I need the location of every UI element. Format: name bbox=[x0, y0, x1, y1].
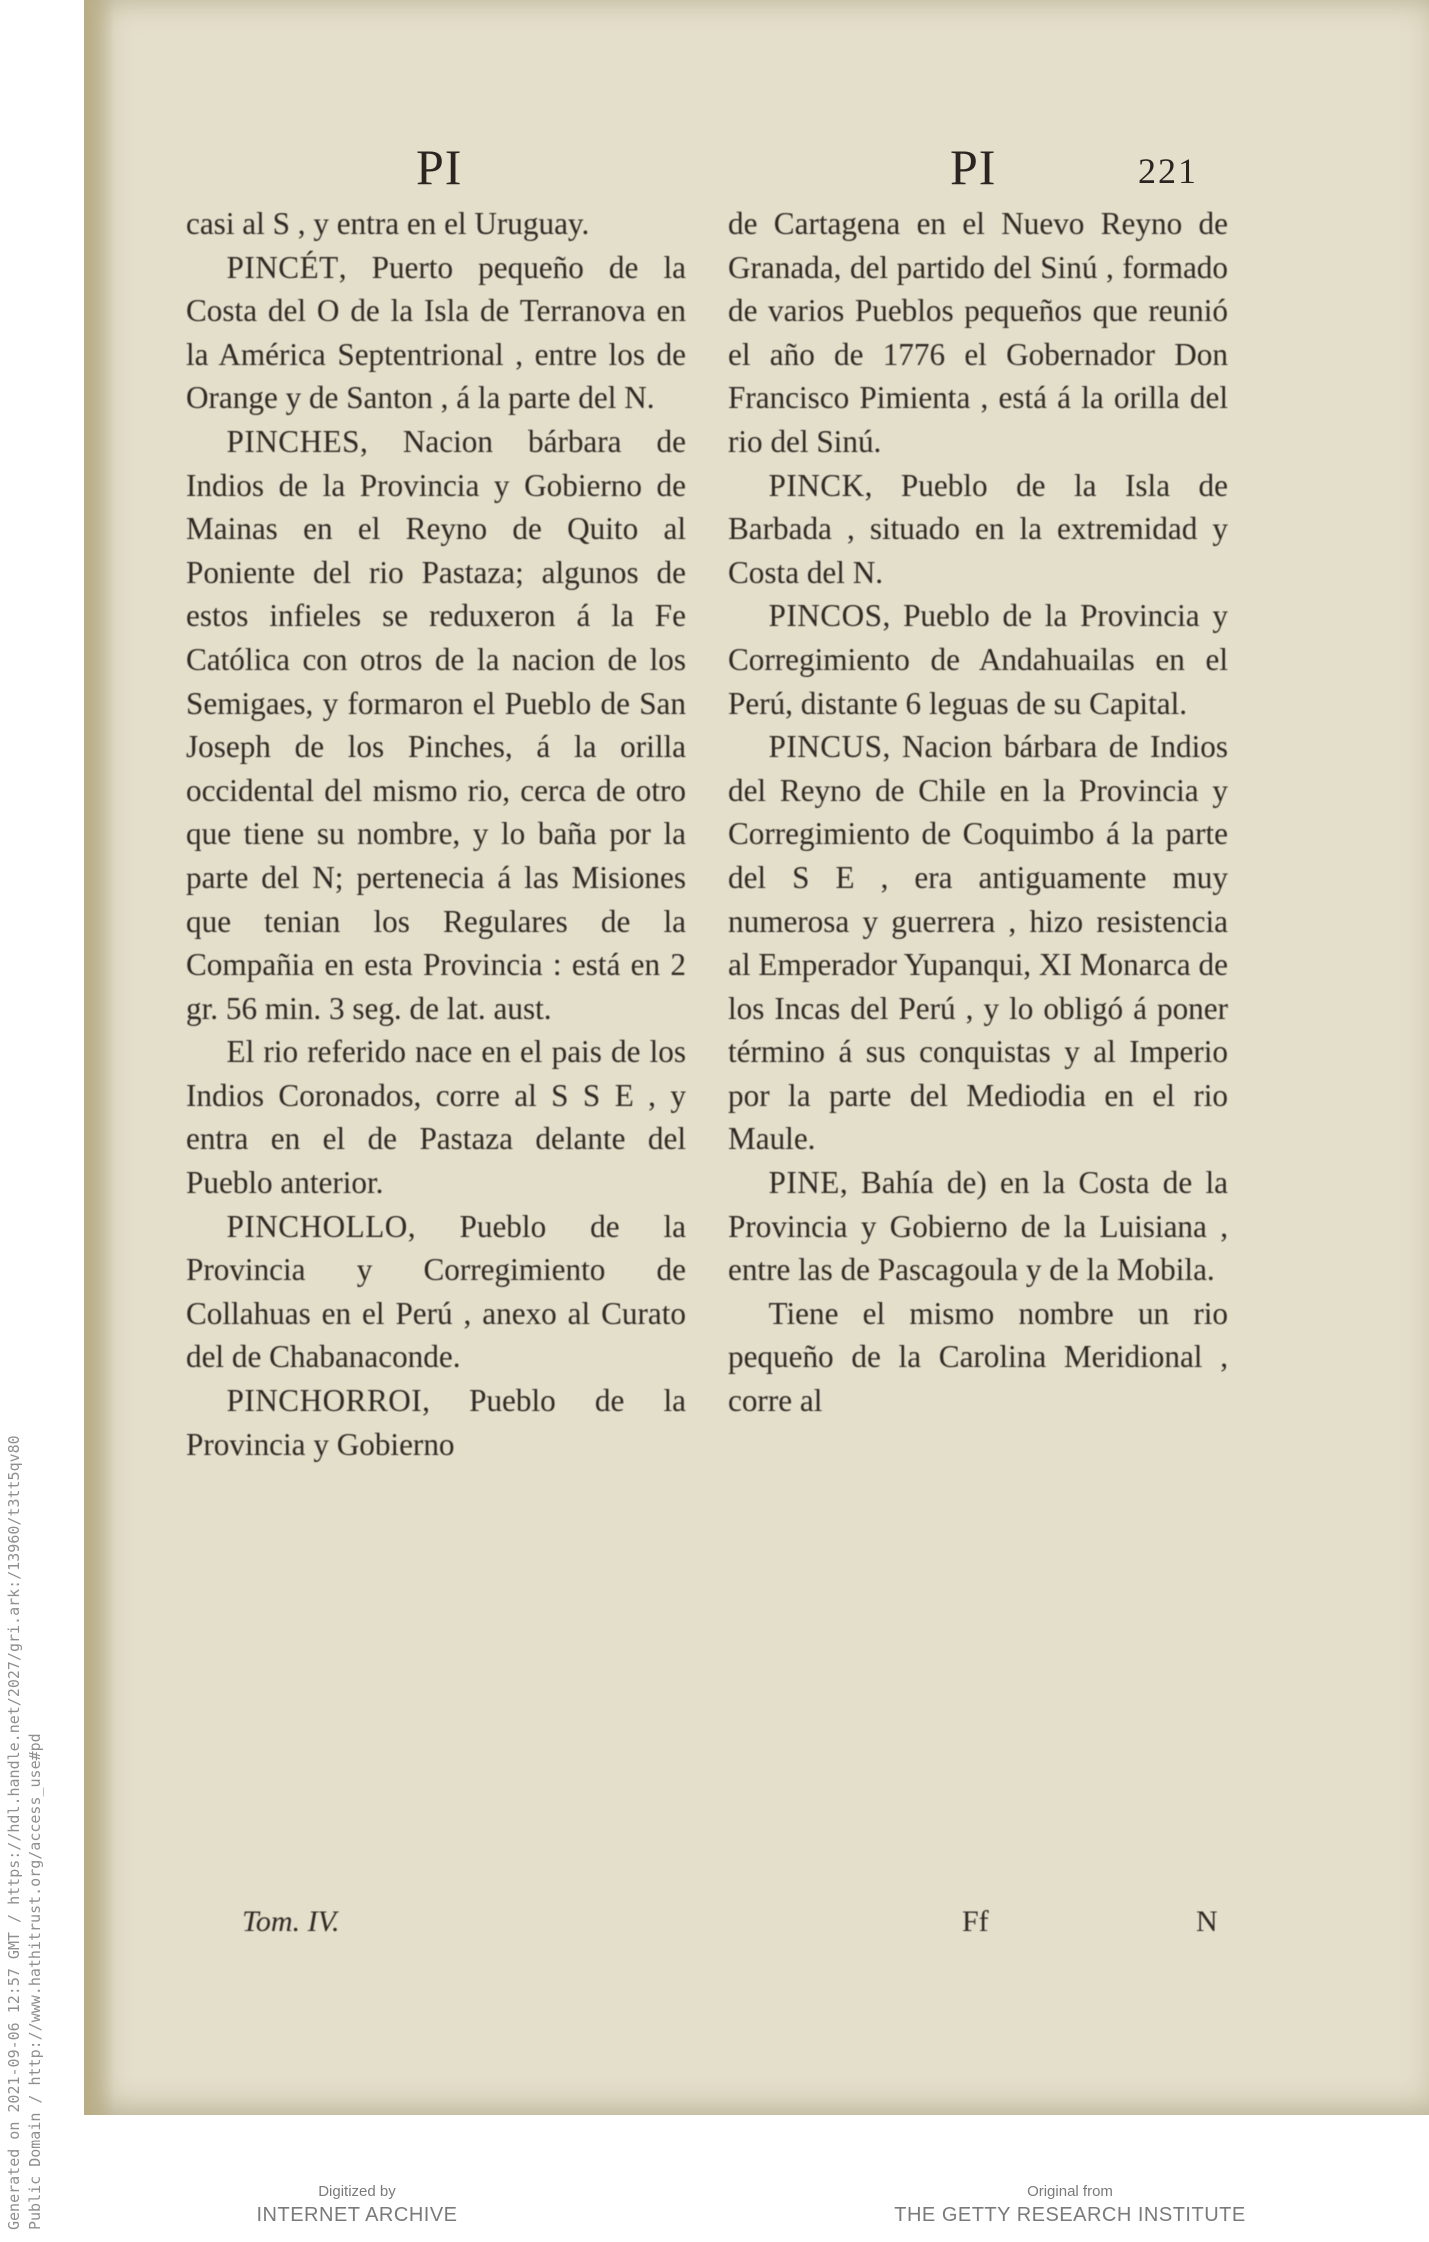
entry-heading: PINCHORROI bbox=[226, 1383, 423, 1419]
entry-paragraph bbox=[728, 464, 1228, 595]
entry-text: , Pueblo de la Isla de Barbada , situado en la extremidad y Costa del N. bbox=[728, 467, 1228, 590]
right-column bbox=[728, 202, 1228, 1423]
internet-archive-label: INTERNET ARCHIVE bbox=[256, 2204, 458, 2226]
entry-paragraph bbox=[728, 594, 1228, 725]
original-from-label: Original from bbox=[1027, 2183, 1113, 2200]
entry-heading: PINCHES bbox=[226, 423, 361, 459]
entry-heading: PINCUS bbox=[768, 729, 883, 765]
entry-text: , Pueblo de la Provincia y Corregimiento de Andahuailas en el Perú, distante 6 leguas de su Capital. bbox=[728, 598, 1228, 721]
entry-paragraph bbox=[728, 1161, 1228, 1292]
entry-text: , Pueblo de la Provincia y Corregimiento de Collahuas en el Perú , anexo al Curato del de Chabanaconde. bbox=[186, 1208, 686, 1375]
entry-heading: PINCOS bbox=[768, 598, 883, 634]
paragraph: Tiene el mismo nombre un rio pequeño de la Carolina Meridional , corre al bbox=[728, 1295, 1228, 1419]
generation-stamp-line2: Public Domain / http://www.hathitrust.org/access_use#pd bbox=[26, 1733, 44, 2230]
digitized-by-credit bbox=[232, 2182, 482, 2228]
entry-text: , Nacion bárbara de Indios del Reyno de Chile en la Provincia y Corregimiento de Coquimbo á la parte del S E , era antiguamente muy numerosa y guerrera , hizo resistencia al Emperador Yupanqui, XI Monarca de los Incas del Perú , y lo obligó á poner término á sus conquistas y al Imperio por la parte del Mediodia en el rio Maule. bbox=[728, 729, 1228, 1157]
catchword: N bbox=[1196, 1905, 1218, 1938]
paragraph: El rio referido nace en el pais de los Indios Coronados, corre al S S E , y entra en el de Pastaza delante del Pueblo anterior. bbox=[186, 1034, 686, 1201]
generation-stamp bbox=[4, 1435, 46, 2230]
entry-heading: PINE bbox=[768, 1165, 840, 1201]
entry-paragraph bbox=[186, 246, 686, 420]
getty-institute-label: THE GETTY RESEARCH INSTITUTE bbox=[894, 2204, 1246, 2226]
original-from-credit bbox=[860, 2182, 1280, 2228]
generation-stamp-line1: Generated on 2021-09-06 12:57 GMT / https://hdl.handle.net/2027/gri.ark:/13960/t3tt5qv80 bbox=[5, 1435, 23, 2230]
page-number: 221 bbox=[1138, 151, 1198, 191]
page-gutter-shadow bbox=[84, 0, 114, 2115]
paragraph: casi al S , y entra en el Uruguay. bbox=[186, 206, 590, 241]
entry-paragraph bbox=[186, 1379, 686, 1466]
entry-text: , Nacion bárbara de Indios de la Provincia y Gobierno de Mainas en el Reyno de Quito al Poniente del rio Pastaza; algunos de estos infieles se reduxeron á la Fe Católica con otros de la nacion de los Semigaes, y formaron el Pueblo de San Joseph de los Pinches, á la orilla occidental del mismo rio, cerca de otro que tiene su nombre, y lo baña por la parte del N; pertenecia á las Misiones que tenian los Regulares de la Compañia en esta Provincia : está en 2 gr. 56 min. 3 seg. de lat. aust. bbox=[186, 423, 686, 1026]
entry-paragraph bbox=[186, 420, 686, 1030]
running-head-right: PI bbox=[950, 139, 997, 195]
entry-text: , Bahía de) en la Costa de la Provincia y Gobierno de la Luisiana , entre las de Pascagoula y de la Mobila. bbox=[728, 1165, 1228, 1288]
entry-text: , Pueblo de la Provincia y Gobierno bbox=[186, 1383, 686, 1462]
running-head-left: PI bbox=[416, 139, 463, 195]
entry-paragraph bbox=[728, 725, 1228, 1161]
left-column bbox=[186, 202, 686, 1466]
entry-heading: PINCHOLLO bbox=[226, 1208, 408, 1244]
volume-signature: Tom. IV. bbox=[242, 1905, 340, 1938]
entry-heading: PINCK bbox=[768, 467, 865, 503]
signature-mark: Ff bbox=[962, 1905, 989, 1938]
paragraph: de Cartagena en el Nuevo Reyno de Granada, del partido del Sinú , formado de varios Pueblos pequeños que reunió el año de 1776 el Gobernador Don Francisco Pimienta , está á la orilla del rio del Sinú. bbox=[728, 206, 1228, 459]
digitized-by-label: Digitized by bbox=[318, 2183, 396, 2200]
entry-text: , Puerto pequeño de la Costa del O de la Isla de Terranova en la América Septentrional , entre los de Orange y de Santon , á la parte del N. bbox=[186, 249, 686, 416]
entry-paragraph bbox=[186, 1205, 686, 1379]
entry-heading: PINCÉT bbox=[226, 249, 339, 285]
